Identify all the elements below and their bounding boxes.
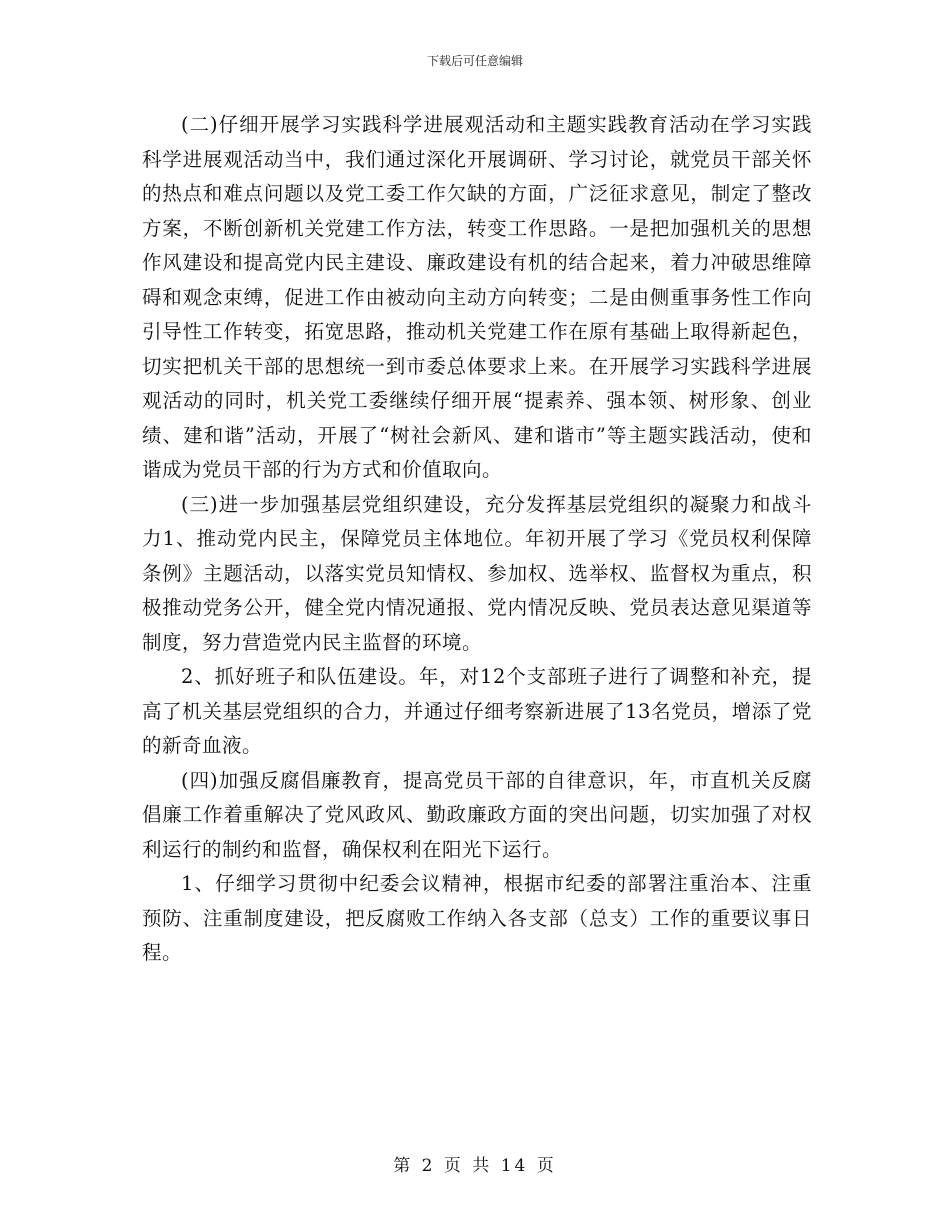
document-body <box>142 108 812 971</box>
page-header: 下载后可任意编辑 <box>426 54 523 68</box>
paragraph: (二)仔细开展学习实践科学进展观活动和主题实践教育活动在学习实践科学进展观活动当中，我们通过深化开展调研、学习讨论，就党员干部关怀的热点和难点问题以及党工委工作欠缺的方面，广泛征求意见，制定了整改方案，不断创新机关党建工作方法，转变工作思路。一是把加强机关的思想作风建设和提高党内民主建设、廉政建设有机的结合起来，着力冲破思维障碍和观念束缚，促进工作由被动向主动方向转变；二是由侧重事务性工作向引导性工作转变，拓宽思路，推动机关党建工作在原有基础上取得新起色，切实把机关干部的思想统一到市委总体要求上来。在开展学习实践科学进展观活动的同时，机关党工委继续仔细开展“提素养、强本领、树形象、创业绩、建和谐”活动，开展了“树社会新风、建和谐市”等主题实践活动，使和谐成为党员干部的行为方式和价值取向。 <box>142 113 812 481</box>
paragraph: 2、抓好班子和队伍建设。年，对12个支部班子进行了调整和补充，提高了机关基层党组织的合力，并通过仔细考察新进展了13名党员，增添了党的新奇血液。 <box>142 665 812 757</box>
page-number-footer: 第 2 页 共 14 页 <box>393 1156 557 1176</box>
paragraph: (三)进一步加强基层党组织建设，充分发挥基层党组织的凝聚力和战斗力1、推动党内民主，保障党员主体地位。年初开展了学习《党员权利保障条例》主题活动，以落实党员知情权、参加权、选举权、监督权为重点，积极推动党务公开，健全党内情况通报、党内情况反映、党员表达意见渠道等制度，努力营造党内民主监督的环境。 <box>142 492 812 654</box>
paragraph: 1、仔细学习贯彻中纪委会议精神，根据市纪委的部署注重治本、注重预防、注重制度建设，把反腐败工作纳入各支部（总支）工作的重要议事日程。 <box>142 872 812 964</box>
paragraph: (四)加强反腐倡廉教育，提高党员干部的自律意识，年，市直机关反腐倡廉工作着重解决了党风政风、勤政廉政方面的突出问题，切实加强了对权利运行的制约和监督，确保权利在阳光下运行。 <box>142 768 812 861</box>
